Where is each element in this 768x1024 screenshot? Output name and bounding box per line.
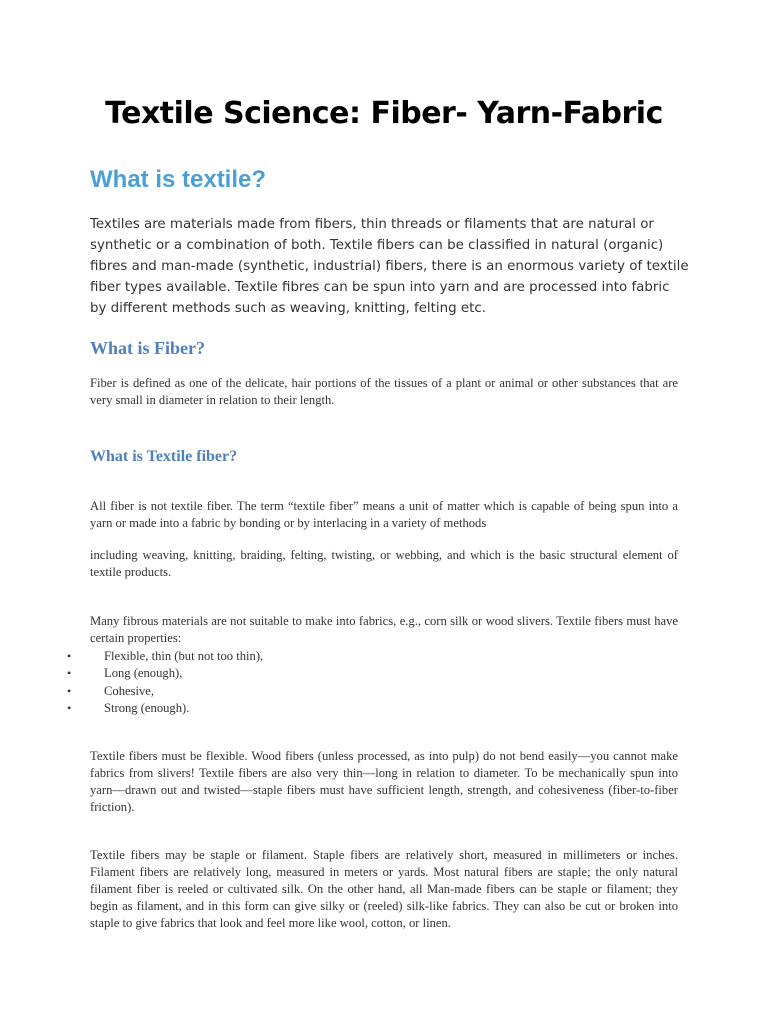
list-item [0, 648, 768, 665]
bullet-icon: • [67, 666, 72, 681]
paragraph-flexibility: Textile fibers must be flexible. Wood fibers (unless processed, as into pulp) do not bend easily—you cannot make fabrics from slivers! Textile fibers are also very thin—long in relation to diameter. To be mechanically spun into yarn—drawn out and twisted—staple fibers must have sufficient length, strength, and cohesiveness (fiber-to-fiber friction). [90, 749, 678, 814]
paragraph-staple-filament: Textile fibers may be staple or filament. Staple fibers are relatively short, measured in millimeters or inches. Filament fibers are relatively long, measured in meters or yards. Most natural fibers are staple; the only natural filament fiber is reeled or cultivated silk. On the other hand, all Man-made fibers can be staple or filament; they begin as filament, and in this form can give silky or (reeled) silk-like fabrics. They can also be cut or broken into staple to give fabrics that look and feel more like wool, cotton, or linen. [90, 848, 678, 930]
heading-what-is-textile: What is textile? [90, 166, 267, 193]
list-item-text: Strong (enough). [104, 700, 190, 715]
list-item-text: Flexible, thin (but not too thin), [104, 649, 264, 663]
paragraph-textile-definition: Textiles are materials made from fibers, thin threads or filaments that are natural or synthetic or a combination of both. Textile fibers can be classified in natural (organic) fibres and man-made (synthetic, industrial) fibers, there is an enormous variety of textile fiber types available. Textile fibres can be spun into yarn and are processed into fabric by different methods such as weaving, knitting, felting etc. [90, 217, 689, 316]
bullet-icon: • [67, 700, 72, 715]
list-item [0, 683, 768, 700]
paragraph-fiber-properties-intro: Many fibrous materials are not suitable to make into fabrics, e.g., corn silk or wood slivers. Textile fibers must have certain properties: [90, 614, 678, 645]
heading-what-is-textile-fiber: What is Textile fiber? [90, 448, 238, 465]
paragraph-textile-fiber-term: All fiber is not textile fiber. The term “textile fiber” means a unit of matter which is capable of being spun into a yarn or made into a fabric by bonding or by interlacing in a variety of methods [90, 499, 678, 530]
bullet-icon: • [67, 683, 72, 698]
list-item-text: Long (enough), [104, 666, 183, 681]
list-item [0, 665, 768, 682]
list-item-text: Cohesive, [104, 683, 155, 698]
paragraph-textile-fiber-methods: including weaving, knitting, braiding, felting, twisting, or webbing, and which is the basic structural element of textile products. [90, 548, 678, 579]
fiber-properties-list [0, 648, 768, 717]
list-item [0, 700, 768, 717]
paragraph-fiber-definition: Fiber is defined as one of the delicate, hair portions of the tissues of a plant or animal or other substances that are very small in diameter in relation to their length. [90, 376, 678, 407]
document-title: Textile Science: Fiber- Yarn-Fabric [105, 96, 663, 131]
heading-what-is-fiber: What is Fiber? [90, 338, 205, 358]
bullet-icon: • [67, 649, 72, 663]
